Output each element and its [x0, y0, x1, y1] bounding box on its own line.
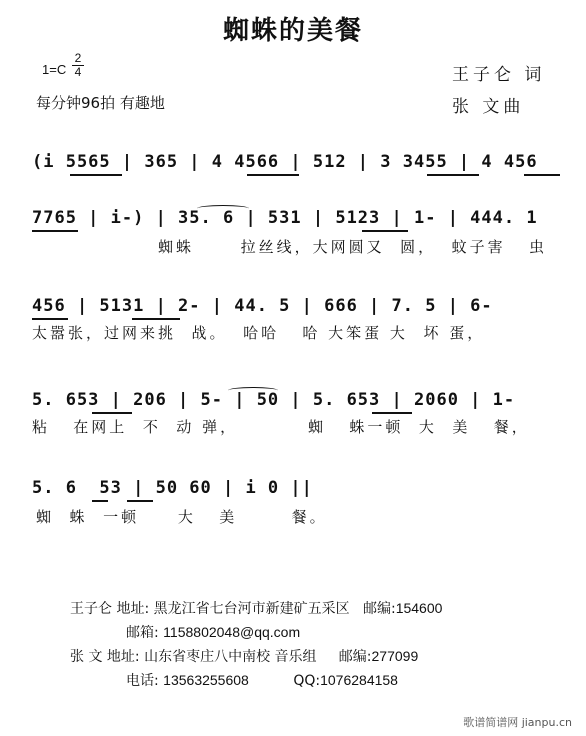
tie-mark	[228, 387, 278, 394]
notation-line: (i 5565 | 365 | 4 4566 | 512 | 3 3455 | 4 456	[32, 152, 538, 172]
author-a-mail-label: 邮箱:	[126, 625, 159, 641]
lyric-line-5: 蜘 蛛 一顿 大 美 餐。	[36, 508, 328, 526]
notation-line: 7765 | i-) | 35. 6 | 531 | 5123 | 1- | 444. 1	[32, 208, 538, 228]
lyricist-credit: 王子仑 词	[452, 65, 546, 85]
time-sig-top: 2	[72, 52, 84, 66]
footer-line-4	[126, 670, 398, 690]
author-b-post: 277099	[371, 648, 419, 664]
key-signature: 1=C	[42, 62, 67, 77]
footer-line-3	[70, 646, 418, 666]
time-signature	[72, 52, 84, 79]
notation-line: 456 | 5131 | 2- | 44. 5 | 666 | 7. 5 | 6-	[32, 296, 493, 316]
site-watermark: 歌谱简谱网 jianpu.cn	[463, 716, 572, 729]
tempo-marking: 每分钟96拍 有趣地	[36, 94, 165, 112]
composer-credit: 张 文曲	[452, 97, 525, 117]
author-b-addr-label: 地址:	[106, 649, 140, 665]
author-b-post-label: 邮编:	[338, 649, 372, 665]
author-b-addr: 山东省枣庄八中南校 音乐组	[144, 649, 317, 665]
notation-line: 5. 653 | 206 | 5- | 50 | 5. 653 | 2060 | 1-	[32, 390, 516, 410]
lyric-line-4: 粘 在网上 不 动 弹， 蜘 蛛一顿 大 美 餐，	[32, 418, 530, 436]
author-b-tel-label: 电话:	[126, 673, 159, 689]
lyric-line-2: 蜘蛛 拉丝线，大网圆又 圆， 蚊子害 虫	[158, 238, 547, 256]
author-b-qq: 1076284158	[320, 672, 398, 688]
lyric-line-3: 太嚣张，过网来挑 战。 哈哈 哈 大笨蛋 大 坏 蛋，	[32, 324, 486, 342]
footer-line-1	[70, 598, 442, 618]
song-title: 蜘蛛的美餐	[222, 16, 363, 46]
author-a-mail: 1158802048@qq.com	[163, 624, 301, 640]
footer-line-2	[126, 622, 300, 642]
author-a-name: 王子仑	[70, 601, 112, 617]
author-b-qq-label: QQ:	[293, 673, 321, 689]
author-b-name: 张 文	[70, 649, 103, 665]
author-a-post-label: 邮编:	[362, 601, 396, 617]
author-a-addr: 黑龙江省七台河市新建矿五采区	[153, 601, 350, 617]
author-a-addr-label: 地址:	[116, 601, 150, 617]
tie-mark	[197, 205, 249, 212]
time-sig-bottom: 4	[74, 65, 82, 79]
author-a-post: 154600	[395, 600, 443, 616]
notation-line: 5. 6 53 | 50 60 | i 0 ||	[32, 478, 313, 498]
author-b-tel: 13563255608	[163, 672, 249, 688]
